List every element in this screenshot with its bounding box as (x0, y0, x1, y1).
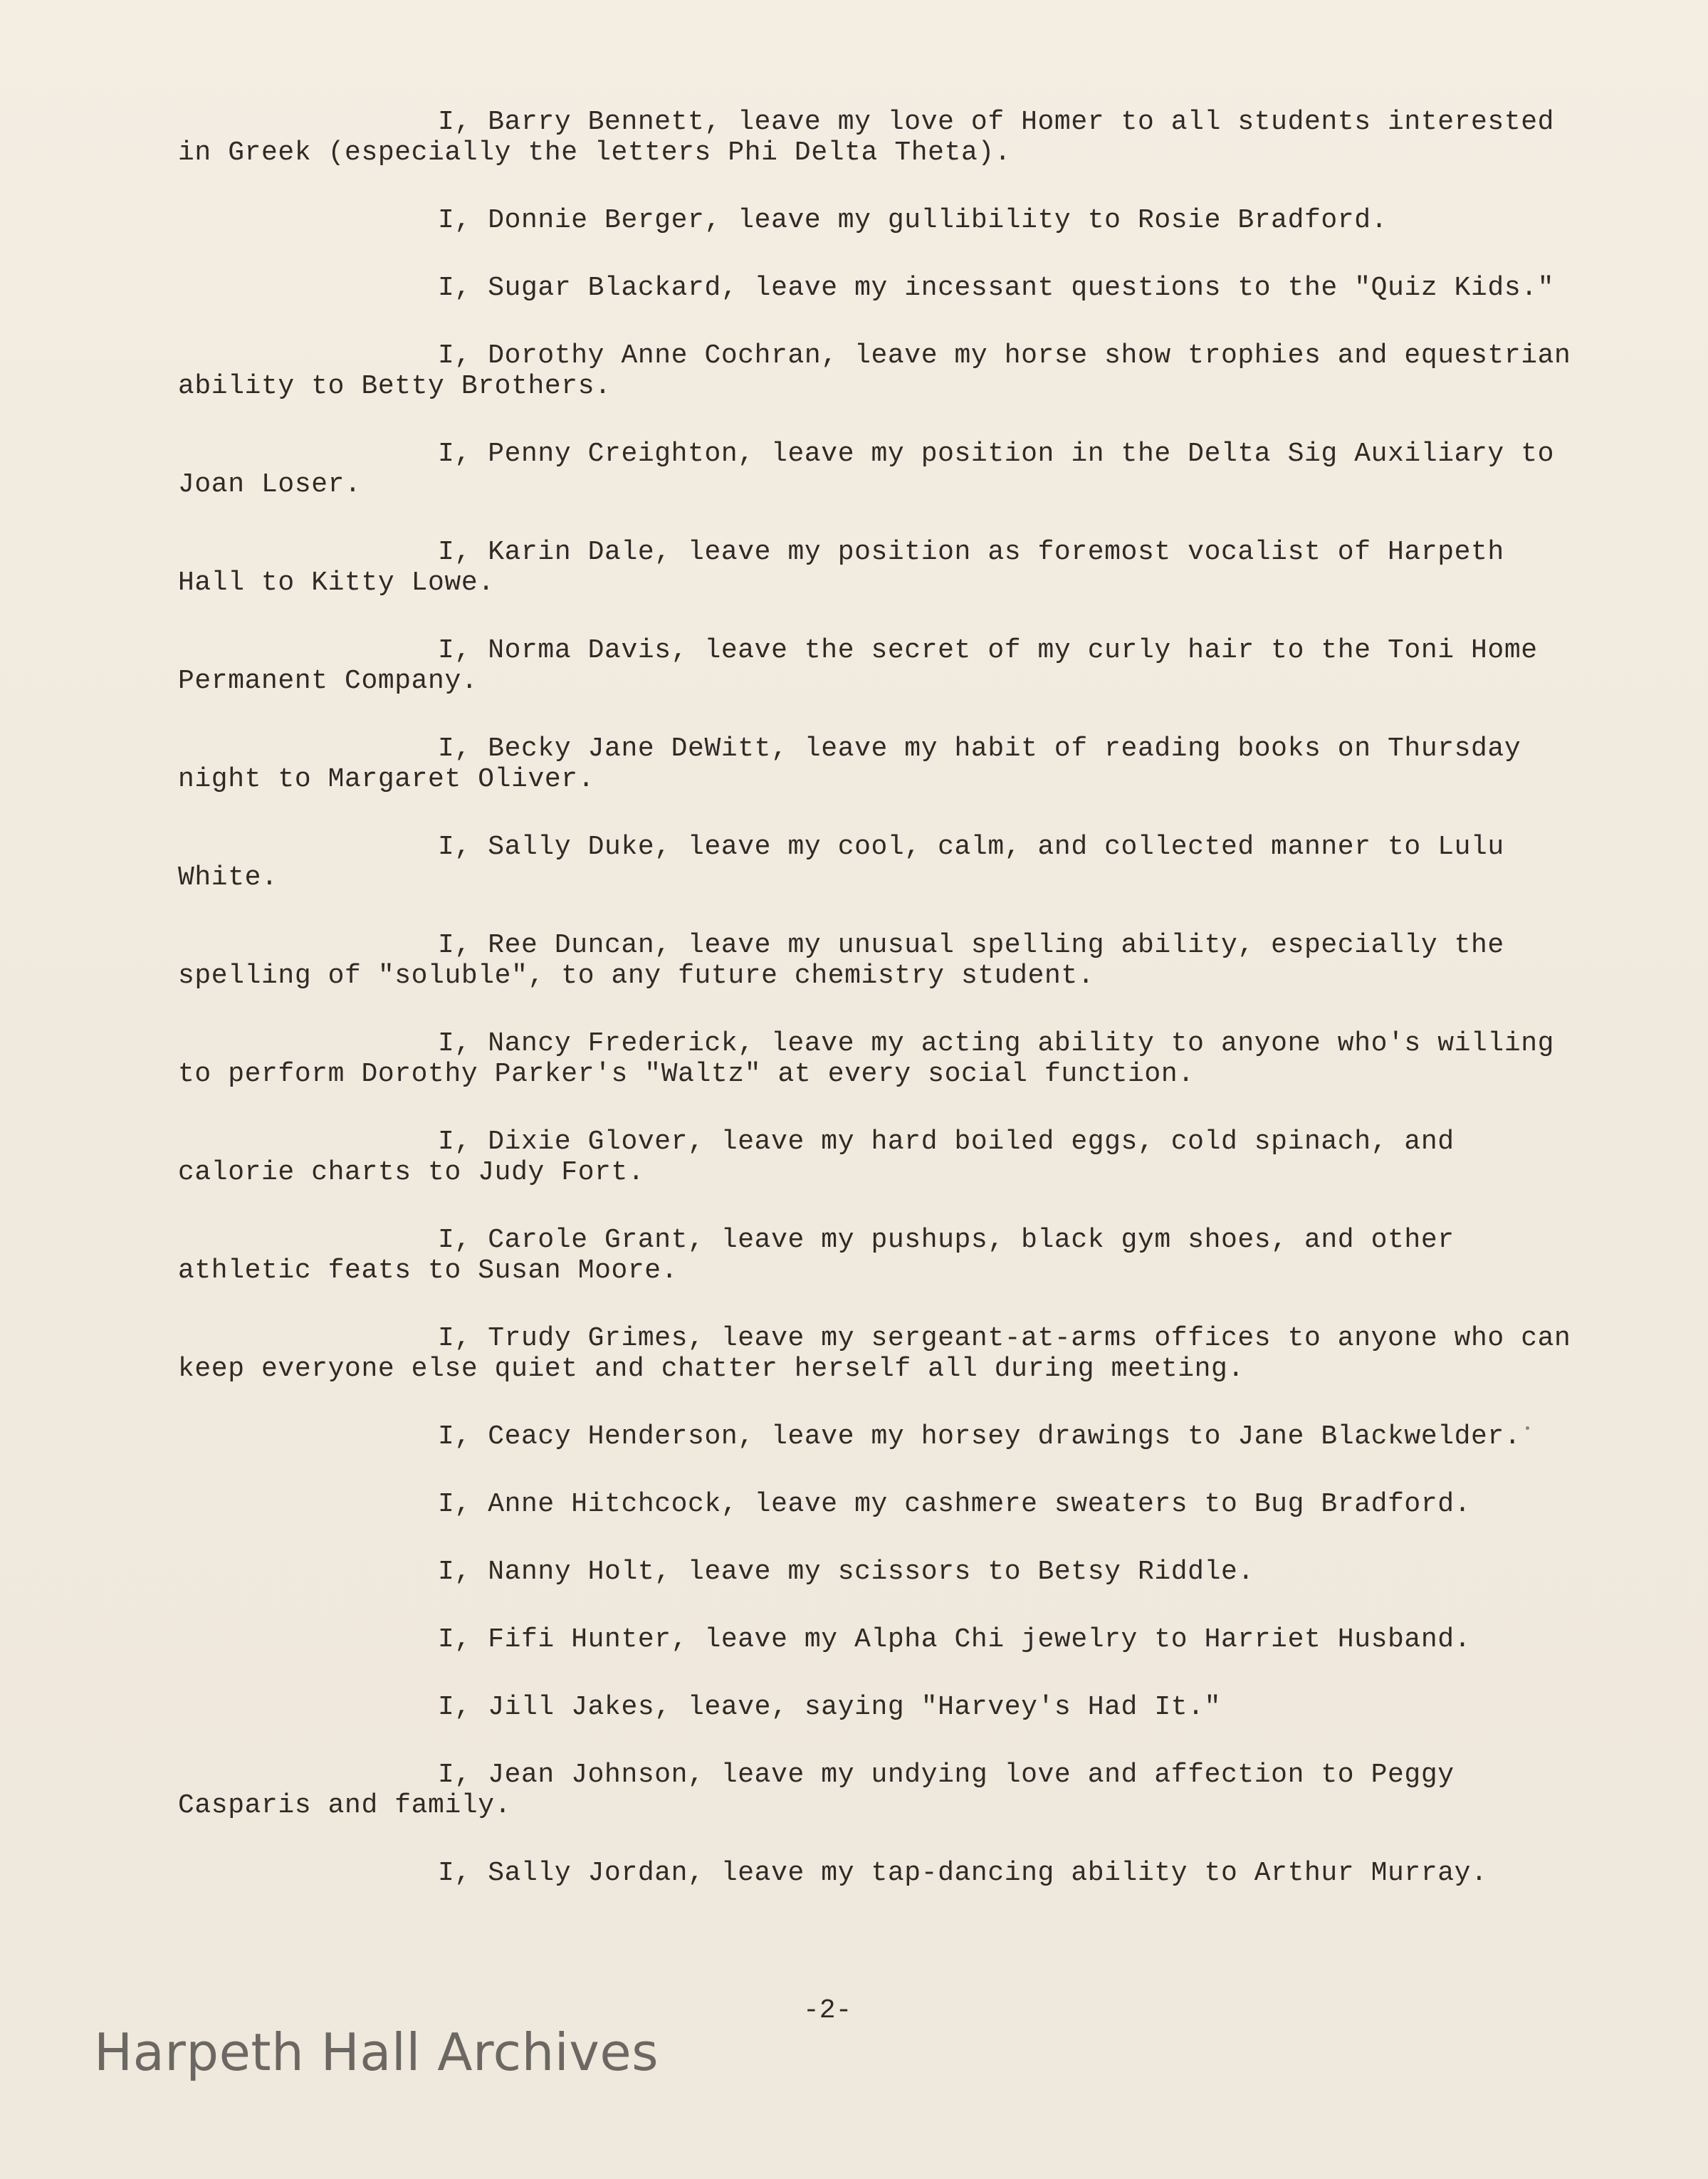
will-entry: I, Anne Hitchcock, leave my cashmere sweaters to Bug Bradford. (438, 1489, 1472, 1520)
will-entry: I, Jill Jakes, leave, saying "Harvey's Had It." (438, 1692, 1221, 1723)
will-entry: I, Fifi Hunter, leave my Alpha Chi jewelry to Harriet Husband. (438, 1624, 1472, 1655)
will-entry: I, Ree Duncan, leave my unusual spelling ability, especially the spelling of "soluble", to any future chemistry student. (178, 930, 1504, 991)
archive-watermark: Harpeth Hall Archives (94, 2022, 659, 2082)
will-entry: I, Jean Johnson, leave my undying love and affection to Peggy Casparis and family. (178, 1760, 1455, 1821)
will-entry: I, Dorothy Anne Cochran, leave my horse show trophies and equestrian ability to Betty Brothers. (178, 340, 1571, 402)
will-entry: I, Trudy Grimes, leave my sergeant-at-arms offices to anyone who can keep everyone else quiet and chatter herself all during meeting. (178, 1323, 1571, 1384)
will-entries (178, 107, 1573, 1925)
will-entry: I, Carole Grant, leave my pushups, black gym shoes, and other athletic feats to Susan Moore. (178, 1225, 1455, 1286)
will-entry: I, Dixie Glover, leave my hard boiled eggs, cold spinach, and calorie charts to Judy Fort. (178, 1127, 1455, 1188)
will-entry: I, Penny Creighton, leave my position in the Delta Sig Auxiliary to Joan Loser. (178, 439, 1555, 500)
page-number: -2- (803, 1995, 852, 2026)
will-entry: I, Nanny Holt, leave my scissors to Betsy Riddle. (438, 1557, 1254, 1587)
will-entry: I, Sally Jordan, leave my tap-dancing ability to Arthur Murray. (438, 1858, 1488, 1888)
will-entry: I, Becky Jane DeWitt, leave my habit of reading books on Thursday night to Margaret Oliver. (178, 733, 1521, 795)
will-entry: I, Barry Bennett, leave my love of Homer to all students interested in Greek (especially the letters Phi Delta Theta). (178, 107, 1555, 168)
will-entry: I, Sugar Blackard, leave my incessant questions to the "Quiz Kids." (438, 273, 1555, 303)
will-entry: I, Nancy Frederick, leave my acting ability to anyone who's willing to perform Dorothy Parker's "Waltz" at every social function. (178, 1028, 1555, 1090)
will-entry: I, Norma Davis, leave the secret of my curly hair to the Toni Home Permanent Company. (178, 635, 1538, 696)
will-entry: I, Ceacy Henderson, leave my horsey drawings to Jane Blackwelder. (438, 1421, 1521, 1452)
will-entry: I, Donnie Berger, leave my gullibility to Rosie Bradford. (438, 205, 1388, 236)
will-entry: I, Karin Dale, leave my position as foremost vocalist of Harpeth Hall to Kitty Lowe. (178, 537, 1504, 598)
will-entry: I, Sally Duke, leave my cool, calm, and collected manner to Lulu White. (178, 832, 1504, 893)
paper-speck (1526, 1426, 1529, 1430)
